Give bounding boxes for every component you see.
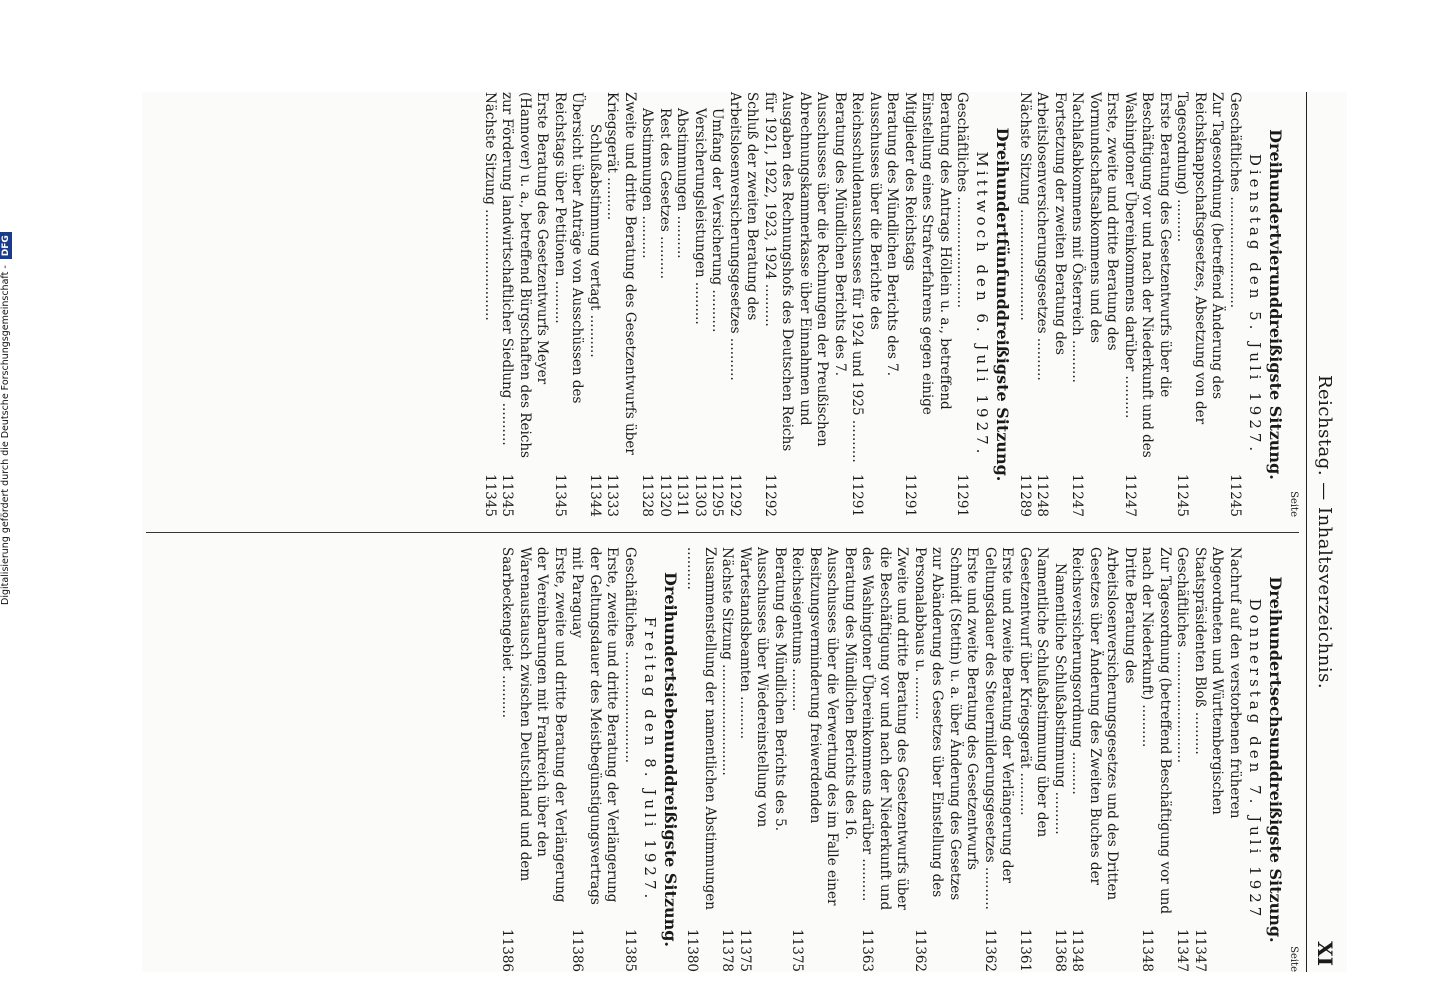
session-title: Dreihundertsiebenunddreißigste Sitzung.	[661, 572, 680, 947]
toc-entry-text: Nachruf auf den verstorbenen früheren Abgeordneten und Württembergischen Staatspräsidenten Bloß ..........	[1192, 547, 1243, 819]
toc-entry-text: Namentliche Schlußabstimmung über den Gesetzentwurf über Kriegsgerät ..........	[1017, 547, 1051, 838]
session-title: Dreihundertvierunddreißigste Sitzung.	[1266, 129, 1285, 480]
toc-entry-page: 11361	[1017, 929, 1033, 972]
toc-entry-text: Zweite und dritte Beratung des Gesetzentwurfs über Kriegsgerät ..........	[604, 92, 638, 455]
toc-entry-page: 11362	[912, 929, 928, 972]
toc-entry-text: Beratung des Mündlichen Berichts des 7. Ausschusses über die Berichte des Reichsschuldenausschusses für 1924 und 1925 ..........	[849, 92, 901, 463]
toc-entry-page: 11328	[639, 474, 656, 517]
seite-column-label: Seite	[1288, 946, 1299, 972]
toc-entry	[1173, 547, 1191, 972]
toc-entry	[1121, 92, 1174, 517]
toc-entry-page: 11289	[1017, 474, 1033, 517]
toc-entry-text: Versicherungsleistungen ..........	[692, 108, 708, 325]
toc-entry-page: 11385	[622, 929, 638, 972]
toc-entry	[1068, 547, 1138, 972]
session-block	[683, 547, 1285, 972]
toc-entry	[481, 92, 499, 517]
toc-entry-text: Erste Beratung des Gesetzentwurfs über die Beschäftigung vor und nach der Niederkunft und des Washingtoner Übereinkommens darüber ..........	[1122, 92, 1173, 458]
toc-entry	[848, 92, 901, 517]
toc-entry	[708, 92, 726, 517]
toc-entry	[1138, 547, 1173, 972]
toc-entry-text: Zweite und dritte Beratung des Gesetzentwurfs über die Beschäftigung vor und nach der Niederkunft und des Washingtoner Übereinkommens darüber ..........	[859, 547, 911, 911]
toc-entry-page: 11347	[1174, 929, 1191, 972]
toc-entry	[981, 547, 1016, 972]
toc-entry-text: Nächste Sitzung ..........................	[482, 92, 498, 321]
toc-entry-page: 11363	[859, 929, 876, 972]
toc-entry	[1051, 547, 1069, 972]
toc-entry-text: Erste und zweite Beratung der Verlängerung der Geltungsdauer des Steuermilderungsgesetzes ..........	[982, 547, 1016, 910]
toc-entry-page: 11375	[789, 929, 806, 972]
session-title: Dreihundertsechsunddreißigste Sitzung.	[1266, 576, 1285, 943]
toc-entry-text: Geschäftliches ..........................	[1227, 92, 1243, 309]
toc-entry-text: Schluß der zweiten Beratung des Arbeitslosenversicherungsgesetzes ..........	[727, 92, 761, 381]
toc-entry-page: 11378	[719, 929, 736, 972]
session-date: Freitag den 8. Juli 1927.	[641, 616, 659, 903]
toc-entry-page: 11362	[982, 929, 998, 972]
toc-entry-text: Erste, zweite und dritte Beratung der Verlängerung der Vereinbarungen mit Frankreich über den Warenaustausch zwischen Deutschland und dem Saarbeckengebiet ..........	[499, 547, 568, 903]
toc-entry	[498, 92, 551, 517]
toc-entry-page: 11248	[1034, 474, 1051, 517]
toc-entry-text: Abstimmungen ..........	[639, 108, 656, 259]
toc-entry-text: Nächste Sitzung ..........................	[1017, 92, 1033, 321]
toc-entry-page: 11245	[1227, 474, 1243, 517]
toc-entry	[1068, 92, 1121, 517]
toc-entry-text: Zur Tagesordnung (betreffend Beschäftigung vor und nach der Niederkunft) ..........	[1139, 547, 1173, 914]
toc-entry-page: 11291	[849, 474, 866, 517]
page-number: XI	[1313, 941, 1337, 966]
toc-entry	[736, 547, 789, 972]
toc-entry	[901, 92, 954, 517]
column-divider	[146, 532, 1299, 533]
toc-entry-page: 11347	[1192, 929, 1208, 972]
toc-entry	[551, 92, 586, 517]
toc-entry-text: Geschäftliches ..........................	[954, 92, 971, 309]
toc-entry-text: Beratung des Antrags Höllein u. a., betreffend Einstellung eines Strafverfahrens gegen einige Mitglieder des Reichstags	[902, 92, 953, 415]
toc-entry-page: 11345	[482, 474, 498, 517]
dfg-logo: DFG	[0, 232, 12, 259]
session-date: Donnerstag den 7. Juli 1927	[1246, 598, 1264, 921]
toc-entry-page: 11247	[1122, 474, 1138, 517]
toc-entry-text: Nächste Sitzung ..........................	[719, 547, 736, 776]
toc-entry-text: Umfang der Versicherung ..........	[709, 108, 726, 333]
toc-entry	[498, 547, 568, 972]
session-block	[1016, 92, 1286, 517]
toc-entry	[638, 92, 656, 517]
toc-entry-text: Erste, zweite und dritte Beratung des Vormundschaftsabkommens und des Nachlaßabkommens mit Österreich ..........	[1069, 92, 1121, 383]
credit-text: Digitalisierung gefördert durch die Deutsche Forschungsgemeinschaft -	[0, 265, 11, 605]
session-date: Dienstag den 5. Juli 1927.	[1246, 153, 1264, 456]
toc-entry-page: 11295	[709, 474, 726, 517]
toc-entry-page: 11291	[954, 474, 971, 517]
toc-entry-page: 11320	[657, 474, 673, 517]
digitization-credit	[0, 232, 12, 605]
toc-entry	[603, 92, 638, 517]
toc-entry-text: Fortsetzung der zweiten Beratung des Arbeitslosenversicherungsgesetzes ..........	[1034, 92, 1068, 381]
toc-entry-text: Erste, zweite und dritte Beratung der Verlängerung der Geltungsdauer des Meistbegünstigungsvertrags mit Paraguay	[569, 547, 621, 905]
toc-entry-page: 11292	[727, 474, 743, 517]
toc-entry-text: Geschäftliches ..........................	[622, 547, 638, 764]
toc-entry-page: 11303	[692, 474, 708, 517]
toc-entry-text: Zur Tagesordnung (betreffend Änderung des Reichsknappschaftsgesetzes, Absetzung von der Tagesordnung) ..........	[1174, 92, 1226, 425]
toc-entry	[683, 547, 718, 972]
toc-entry-text: Rest des Gesetzes ..........	[657, 108, 673, 279]
toc-column-right	[146, 547, 1299, 972]
toc-entry-text: Zusammenstellung der namentlichen Abstimmungen ..........	[684, 547, 718, 910]
toc-entry-page: 11345	[499, 474, 516, 517]
toc-entry-page: 11292	[762, 474, 778, 517]
toc-entry-text: Erste und zweite Beratung des Gesetzentwurfs Schmidt (Stettin) u. a. über Änderung des Gesetzes zur Abänderung des Gesetzes über Einstellung des Personalabbaus u. ..........	[912, 547, 981, 901]
toc-entry	[953, 92, 971, 517]
toc-entry	[1033, 92, 1068, 517]
running-title: Reichstag. — Inhaltsverzeichnis.	[1314, 374, 1335, 690]
toc-entry-text: Übersicht über Anträge von Ausschüssen des Reichstags über Petitionen ..........	[552, 92, 586, 404]
toc-entry-text: Dritte Beratung des Arbeitslosenversicherungsgesetzes und des Dritten Gesetzes über Änderung des Zweiten Buches der Reichsversicherungsordnung ..........	[1069, 547, 1138, 901]
toc-entry	[1191, 547, 1244, 972]
toc-entry	[586, 92, 604, 517]
toc-entry-page: 11333	[604, 474, 621, 517]
session-title: Dreihundertfünfunddreißigste Sitzung.	[993, 127, 1013, 482]
toc-entry-text: Erste Beratung des Gesetzentwurfs Meyer (Hannover) u. a., betreffend Bürgschaften des Reichs zur Förderung landwirtschaftlicher Siedlung ..........	[499, 92, 551, 458]
toc-entry-page: 11245	[1174, 474, 1191, 517]
toc-entry-page: 11345	[552, 474, 568, 517]
toc-entry-text: Abstimmungen ..........	[674, 108, 691, 259]
session-block	[498, 547, 680, 972]
toc-entry	[726, 92, 761, 517]
toc-entry	[621, 547, 639, 972]
toc-entry-page: 11311	[674, 474, 691, 517]
toc-entry-page: 11386	[569, 929, 586, 972]
toc-entry-text: Beratung des Mündlichen Berichts des 16. Ausschusses über die Verwertung des im Falle einer Besitzungsverminderung freiwerdenden Reichseigentums ..........	[789, 547, 858, 906]
page-header	[1306, 92, 1347, 972]
toc-entry-page: 11247	[1069, 474, 1086, 517]
toc-column-left	[146, 92, 1299, 517]
toc-entry	[761, 92, 849, 517]
toc-entry-text: Namentliche Schlußabstimmung ..........	[1052, 563, 1068, 835]
toc-entry-page: 11348	[1139, 929, 1156, 972]
toc-entry	[568, 547, 621, 972]
toc-entry-text: Beratung des Mündlichen Berichts des 7. Ausschusses über die Rechnungen der Preußischen Abrechnungskammerkasse über Einnahmen und Ausgaben des Rechnungshofs des Deutschen Reichs für 1921, 1922, 1923, 1924 ..........	[762, 92, 848, 452]
toc-entry-page: 11368	[1052, 929, 1068, 972]
toc-entry	[673, 92, 691, 517]
toc-entry-page: 11344	[587, 474, 603, 517]
toc-entry-page: 11348	[1069, 929, 1086, 972]
session-date: Mittwoch den 6. Juli 1927.	[973, 151, 992, 458]
seite-column-label: Seite	[1288, 491, 1299, 517]
rotated-page	[142, 92, 1347, 972]
toc-entry	[1226, 92, 1244, 517]
toc-entry	[1173, 92, 1226, 517]
toc-entry	[1016, 92, 1034, 517]
toc-entry-page: 11380	[684, 929, 701, 972]
toc-entry	[858, 547, 911, 972]
toc-entry-page: 11375	[737, 929, 753, 972]
toc-entry-text: Beratung des Mündlichen Berichts des 5. Ausschusses über Wiedereinstellung von Wartestandsbeamten ..........	[737, 547, 788, 832]
toc-entry-page: 11291	[902, 474, 918, 517]
toc-entry	[656, 92, 674, 517]
toc-entry-page: 11386	[499, 929, 516, 972]
toc-entry	[1016, 547, 1051, 972]
toc-entry-text: Geschäftliches ..........................	[1174, 547, 1191, 764]
toc-entry	[911, 547, 981, 972]
toc-entry	[788, 547, 858, 972]
toc-entry	[691, 92, 709, 517]
toc-entry	[718, 547, 736, 972]
session-block	[481, 92, 1013, 517]
toc-entry-text: Schlußabstimmung vertagt ..........	[587, 124, 603, 358]
